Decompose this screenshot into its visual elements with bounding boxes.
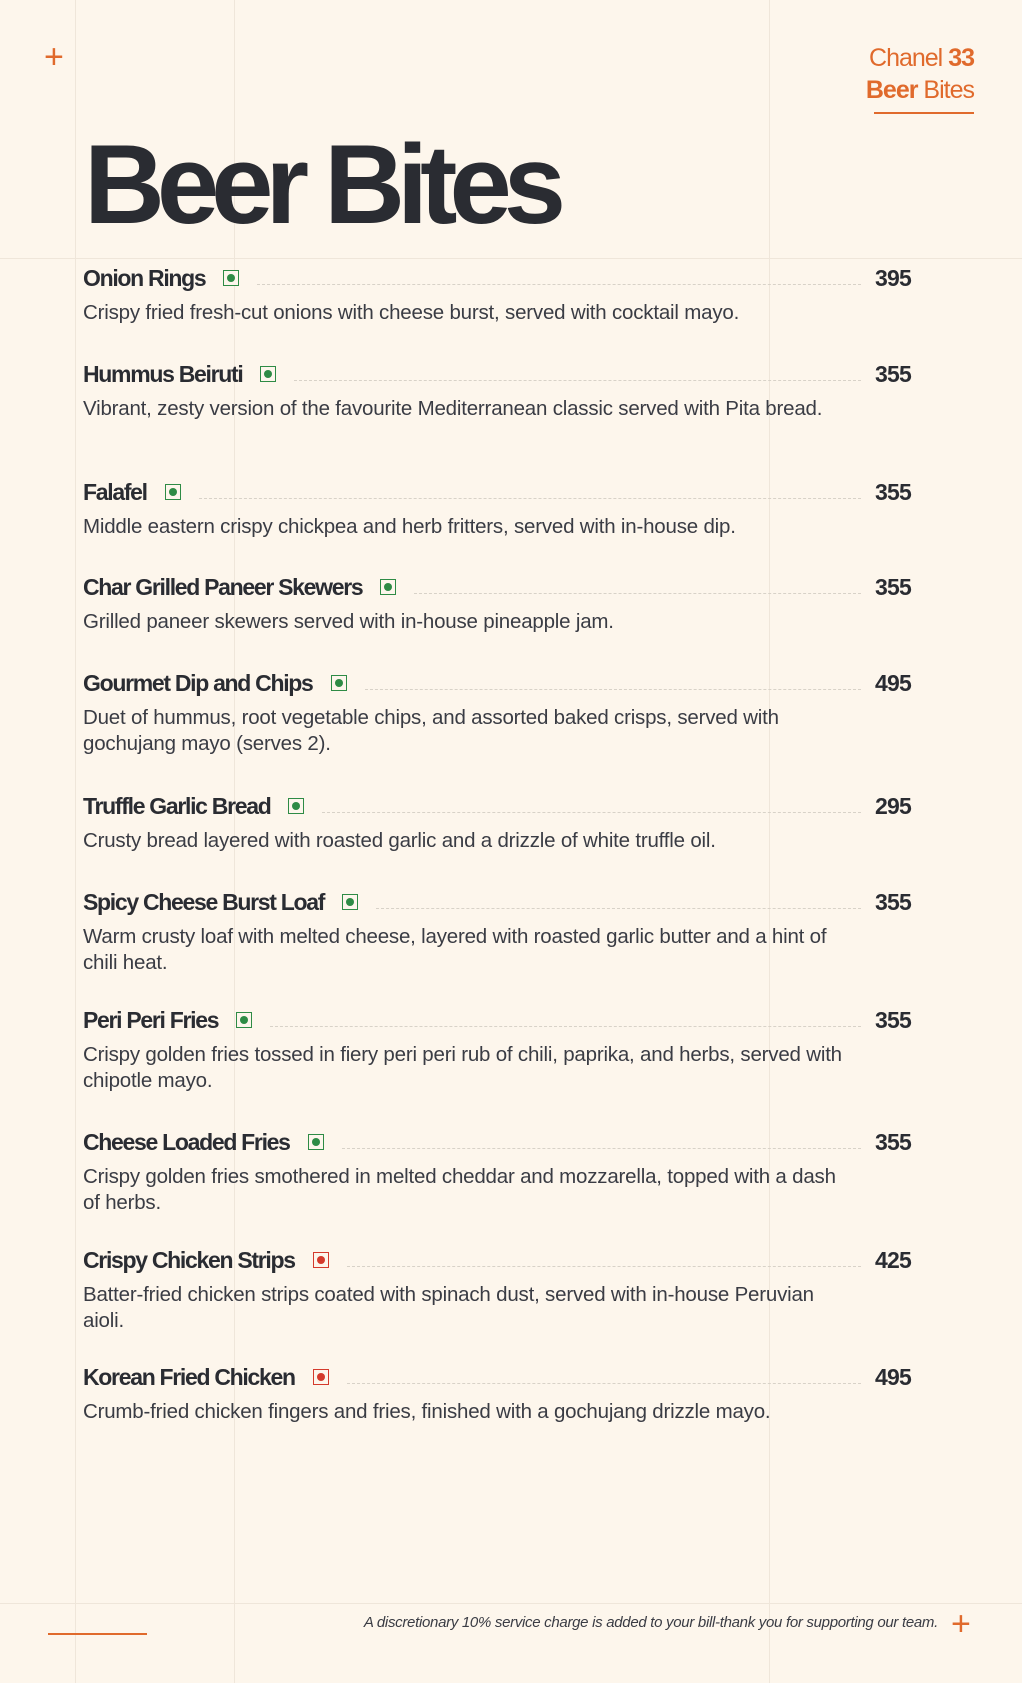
item-name: Truffle Garlic Bread bbox=[83, 792, 271, 819]
item-name: Crispy Chicken Strips bbox=[83, 1246, 295, 1273]
menu-item bbox=[83, 1357, 911, 1425]
dotted-leader bbox=[414, 593, 861, 594]
menu-item-header bbox=[83, 1357, 911, 1397]
menu-item-header bbox=[83, 882, 911, 922]
dotted-leader bbox=[347, 1266, 861, 1267]
menu-item bbox=[83, 1122, 911, 1216]
item-description: Warm crusty loaf with melted cheese, layered with roasted garlic butter and a hint of chili heat. bbox=[83, 925, 827, 974]
item-description: Crumb-fried chicken fingers and fries, finished with a gochujang drizzle mayo. bbox=[83, 1400, 771, 1423]
item-description: Crispy fried fresh-cut onions with cheese burst, served with cocktail mayo. bbox=[83, 301, 740, 324]
item-price: 355 bbox=[875, 573, 911, 600]
item-price: 355 bbox=[875, 1128, 911, 1155]
item-price: 355 bbox=[875, 478, 911, 505]
veg-marker-icon bbox=[260, 366, 276, 382]
item-price: 355 bbox=[875, 1006, 911, 1033]
grid-line bbox=[0, 1603, 1022, 1604]
menu-item-header bbox=[83, 472, 911, 512]
menu-item bbox=[83, 472, 911, 540]
veg-marker-icon bbox=[308, 1134, 324, 1150]
dotted-leader bbox=[342, 1148, 861, 1149]
item-name: Hummus Beiruti bbox=[83, 360, 243, 387]
menu-item bbox=[83, 1000, 911, 1094]
menu-item-header bbox=[83, 1122, 911, 1162]
page-title: Beer Bites bbox=[84, 122, 559, 247]
veg-marker-icon bbox=[331, 675, 347, 691]
item-description: Vibrant, zesty version of the favourite Mediterranean classic served with Pita bread. bbox=[83, 397, 823, 420]
veg-marker-icon bbox=[380, 579, 396, 595]
menu-item-header bbox=[83, 786, 911, 826]
menu-item-header bbox=[83, 663, 911, 703]
veg-marker-icon bbox=[342, 894, 358, 910]
grid-line bbox=[75, 0, 76, 1683]
item-price: 355 bbox=[875, 360, 911, 387]
menu-item bbox=[83, 786, 911, 854]
item-description: Batter-fried chicken strips coated with spinach dust, served with in-house Peruvian aioli. bbox=[83, 1283, 814, 1332]
item-description: Grilled paneer skewers served with in-house pineapple jam. bbox=[83, 610, 614, 633]
nonveg-marker-icon bbox=[313, 1369, 329, 1385]
item-name: Spicy Cheese Burst Loaf bbox=[83, 888, 325, 915]
item-description: Crusty bread layered with roasted garlic and a drizzle of white truffle oil. bbox=[83, 829, 716, 852]
item-price: 395 bbox=[875, 264, 911, 291]
item-description: Duet of hummus, root vegetable chips, and assorted baked crisps, served with gochujang mayo (serves 2). bbox=[83, 706, 779, 755]
item-name: Gourmet Dip and Chips bbox=[83, 669, 313, 696]
menu-item bbox=[83, 882, 911, 976]
brand-block bbox=[866, 42, 974, 106]
item-description: Crispy golden fries smothered in melted cheddar and mozzarella, topped with a dash of herbs. bbox=[83, 1165, 836, 1214]
item-price: 495 bbox=[875, 1363, 911, 1390]
brand-name: Chanel 33 bbox=[869, 44, 974, 72]
item-price: 425 bbox=[875, 1246, 911, 1273]
item-description: Crispy golden fries tossed in fiery peri peri rub of chili, paprika, and herbs, served with chipotle mayo. bbox=[83, 1043, 842, 1092]
plus-icon: + bbox=[951, 1605, 971, 1643]
menu-item-header bbox=[83, 567, 911, 607]
item-price: 295 bbox=[875, 792, 911, 819]
menu-item-header bbox=[83, 354, 911, 394]
menu-item bbox=[83, 354, 911, 422]
veg-marker-icon bbox=[236, 1012, 252, 1028]
menu-item-header bbox=[83, 1000, 911, 1040]
plus-icon: + bbox=[44, 38, 64, 76]
menu-item bbox=[83, 663, 911, 757]
item-name: Korean Fried Chicken bbox=[83, 1363, 295, 1390]
brand-underline bbox=[874, 112, 974, 114]
menu-item-header bbox=[83, 1240, 911, 1280]
service-charge-note: A discretionary 10% service charge is added to your bill-thank you for supporting our team. bbox=[363, 1614, 938, 1631]
menu-item bbox=[83, 1240, 911, 1334]
dotted-leader bbox=[270, 1026, 861, 1027]
nonveg-marker-icon bbox=[313, 1252, 329, 1268]
dotted-leader bbox=[322, 812, 861, 813]
item-price: 355 bbox=[875, 888, 911, 915]
dotted-leader bbox=[347, 1383, 861, 1384]
item-name: Peri Peri Fries bbox=[83, 1006, 219, 1033]
footer-rule bbox=[48, 1633, 147, 1635]
item-name: Cheese Loaded Fries bbox=[83, 1128, 290, 1155]
veg-marker-icon bbox=[165, 484, 181, 500]
item-price: 495 bbox=[875, 669, 911, 696]
menu-item bbox=[83, 567, 911, 635]
dotted-leader bbox=[257, 284, 861, 285]
brand-section: Beer Bites bbox=[865, 76, 974, 104]
dotted-leader bbox=[294, 380, 861, 381]
menu-item bbox=[83, 258, 911, 326]
item-description: Middle eastern crispy chickpea and herb fritters, served with in-house dip. bbox=[83, 515, 736, 538]
veg-marker-icon bbox=[223, 270, 239, 286]
dotted-leader bbox=[365, 689, 861, 690]
item-name: Onion Rings bbox=[83, 264, 206, 291]
dotted-leader bbox=[199, 498, 861, 499]
item-name: Char Grilled Paneer Skewers bbox=[83, 573, 363, 600]
dotted-leader bbox=[376, 908, 861, 909]
veg-marker-icon bbox=[288, 798, 304, 814]
item-name: Falafel bbox=[83, 478, 147, 505]
menu-item-header bbox=[83, 258, 911, 298]
